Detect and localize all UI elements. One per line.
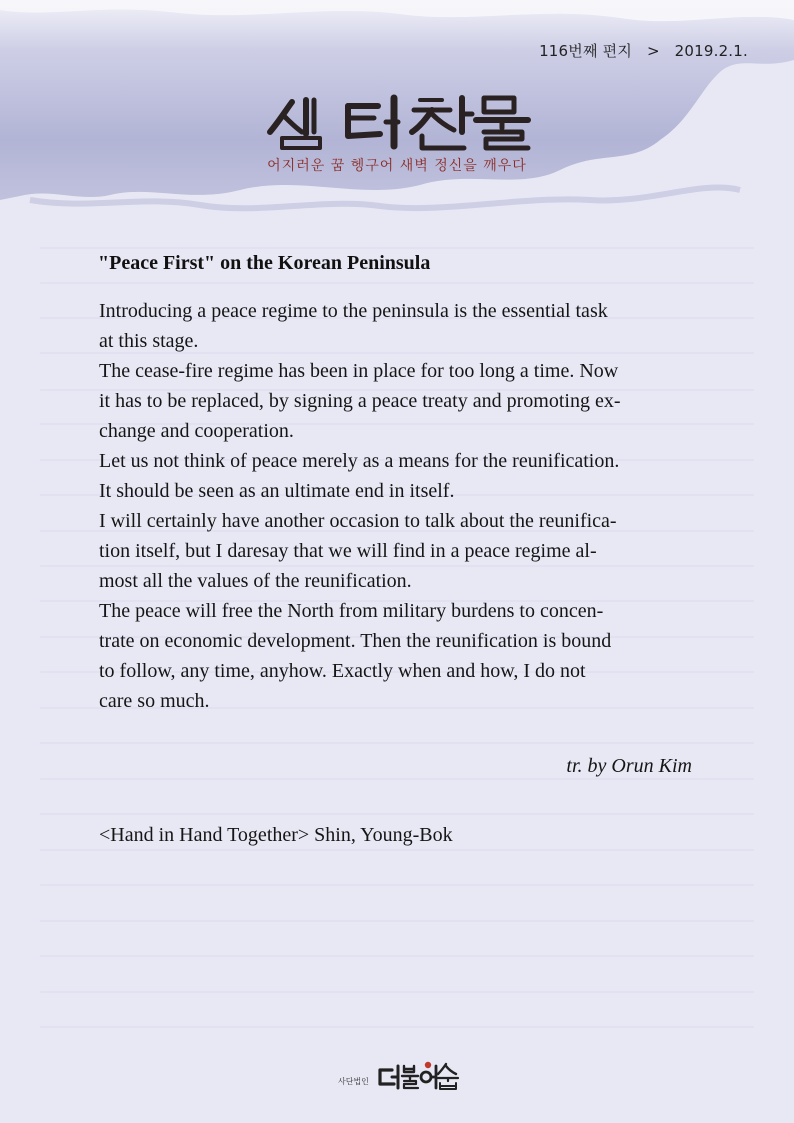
body-line: The cease-fire regime has been in place for too long a time. Now: [99, 360, 619, 382]
book-credit: <Hand in Hand Together> Shin, Young-Bok: [99, 824, 453, 846]
body-line: it has to be replaced, by signing a peace treaty and promoting ex-: [99, 390, 621, 412]
body-line: most all the values of the reunification.: [99, 570, 412, 592]
body-line: trate on economic development. Then the reunification is bound: [99, 630, 612, 652]
body-line: The peace will free the North from military burdens to concen-: [99, 600, 604, 622]
meta-separator: >: [646, 42, 660, 60]
letter-meta: [539, 40, 748, 61]
body-line: at this stage.: [99, 330, 199, 352]
body-line: change and cooperation.: [99, 420, 294, 442]
body-line: Introducing a peace regime to the peninsula is the essential task: [99, 300, 608, 322]
masthead-subtitle: 어지러운 꿈 헹구어 새벽 정신을 깨우다: [267, 158, 527, 174]
body-line: Let us not think of peace merely as a means for the reunification.: [99, 450, 620, 472]
body-line: tion itself, but I daresay that we will find in a peace regime al-: [99, 540, 597, 562]
masthead-calligraphy-logo: [262, 92, 538, 152]
article-body: [99, 296, 699, 716]
organization-logo: [336, 1058, 460, 1092]
letter-number: 116번째 편지: [539, 42, 633, 60]
svg-text:사단법인: 사단법인: [338, 1077, 369, 1086]
article-heading: "Peace First" on the Korean Peninsula: [98, 252, 431, 274]
seal-mark: [425, 1062, 431, 1068]
body-line: care so much.: [99, 690, 210, 712]
letter-date: 2019.2.1.: [674, 42, 748, 60]
body-line: It should be seen as an ultimate end in itself.: [99, 480, 455, 502]
body-line: I will certainly have another occasion to talk about the reunifica-: [99, 510, 617, 532]
translator-credit: tr. by Orun Kim: [566, 755, 692, 777]
body-line: to follow, any time, anyhow. Exactly when and how, I do not: [99, 660, 586, 682]
